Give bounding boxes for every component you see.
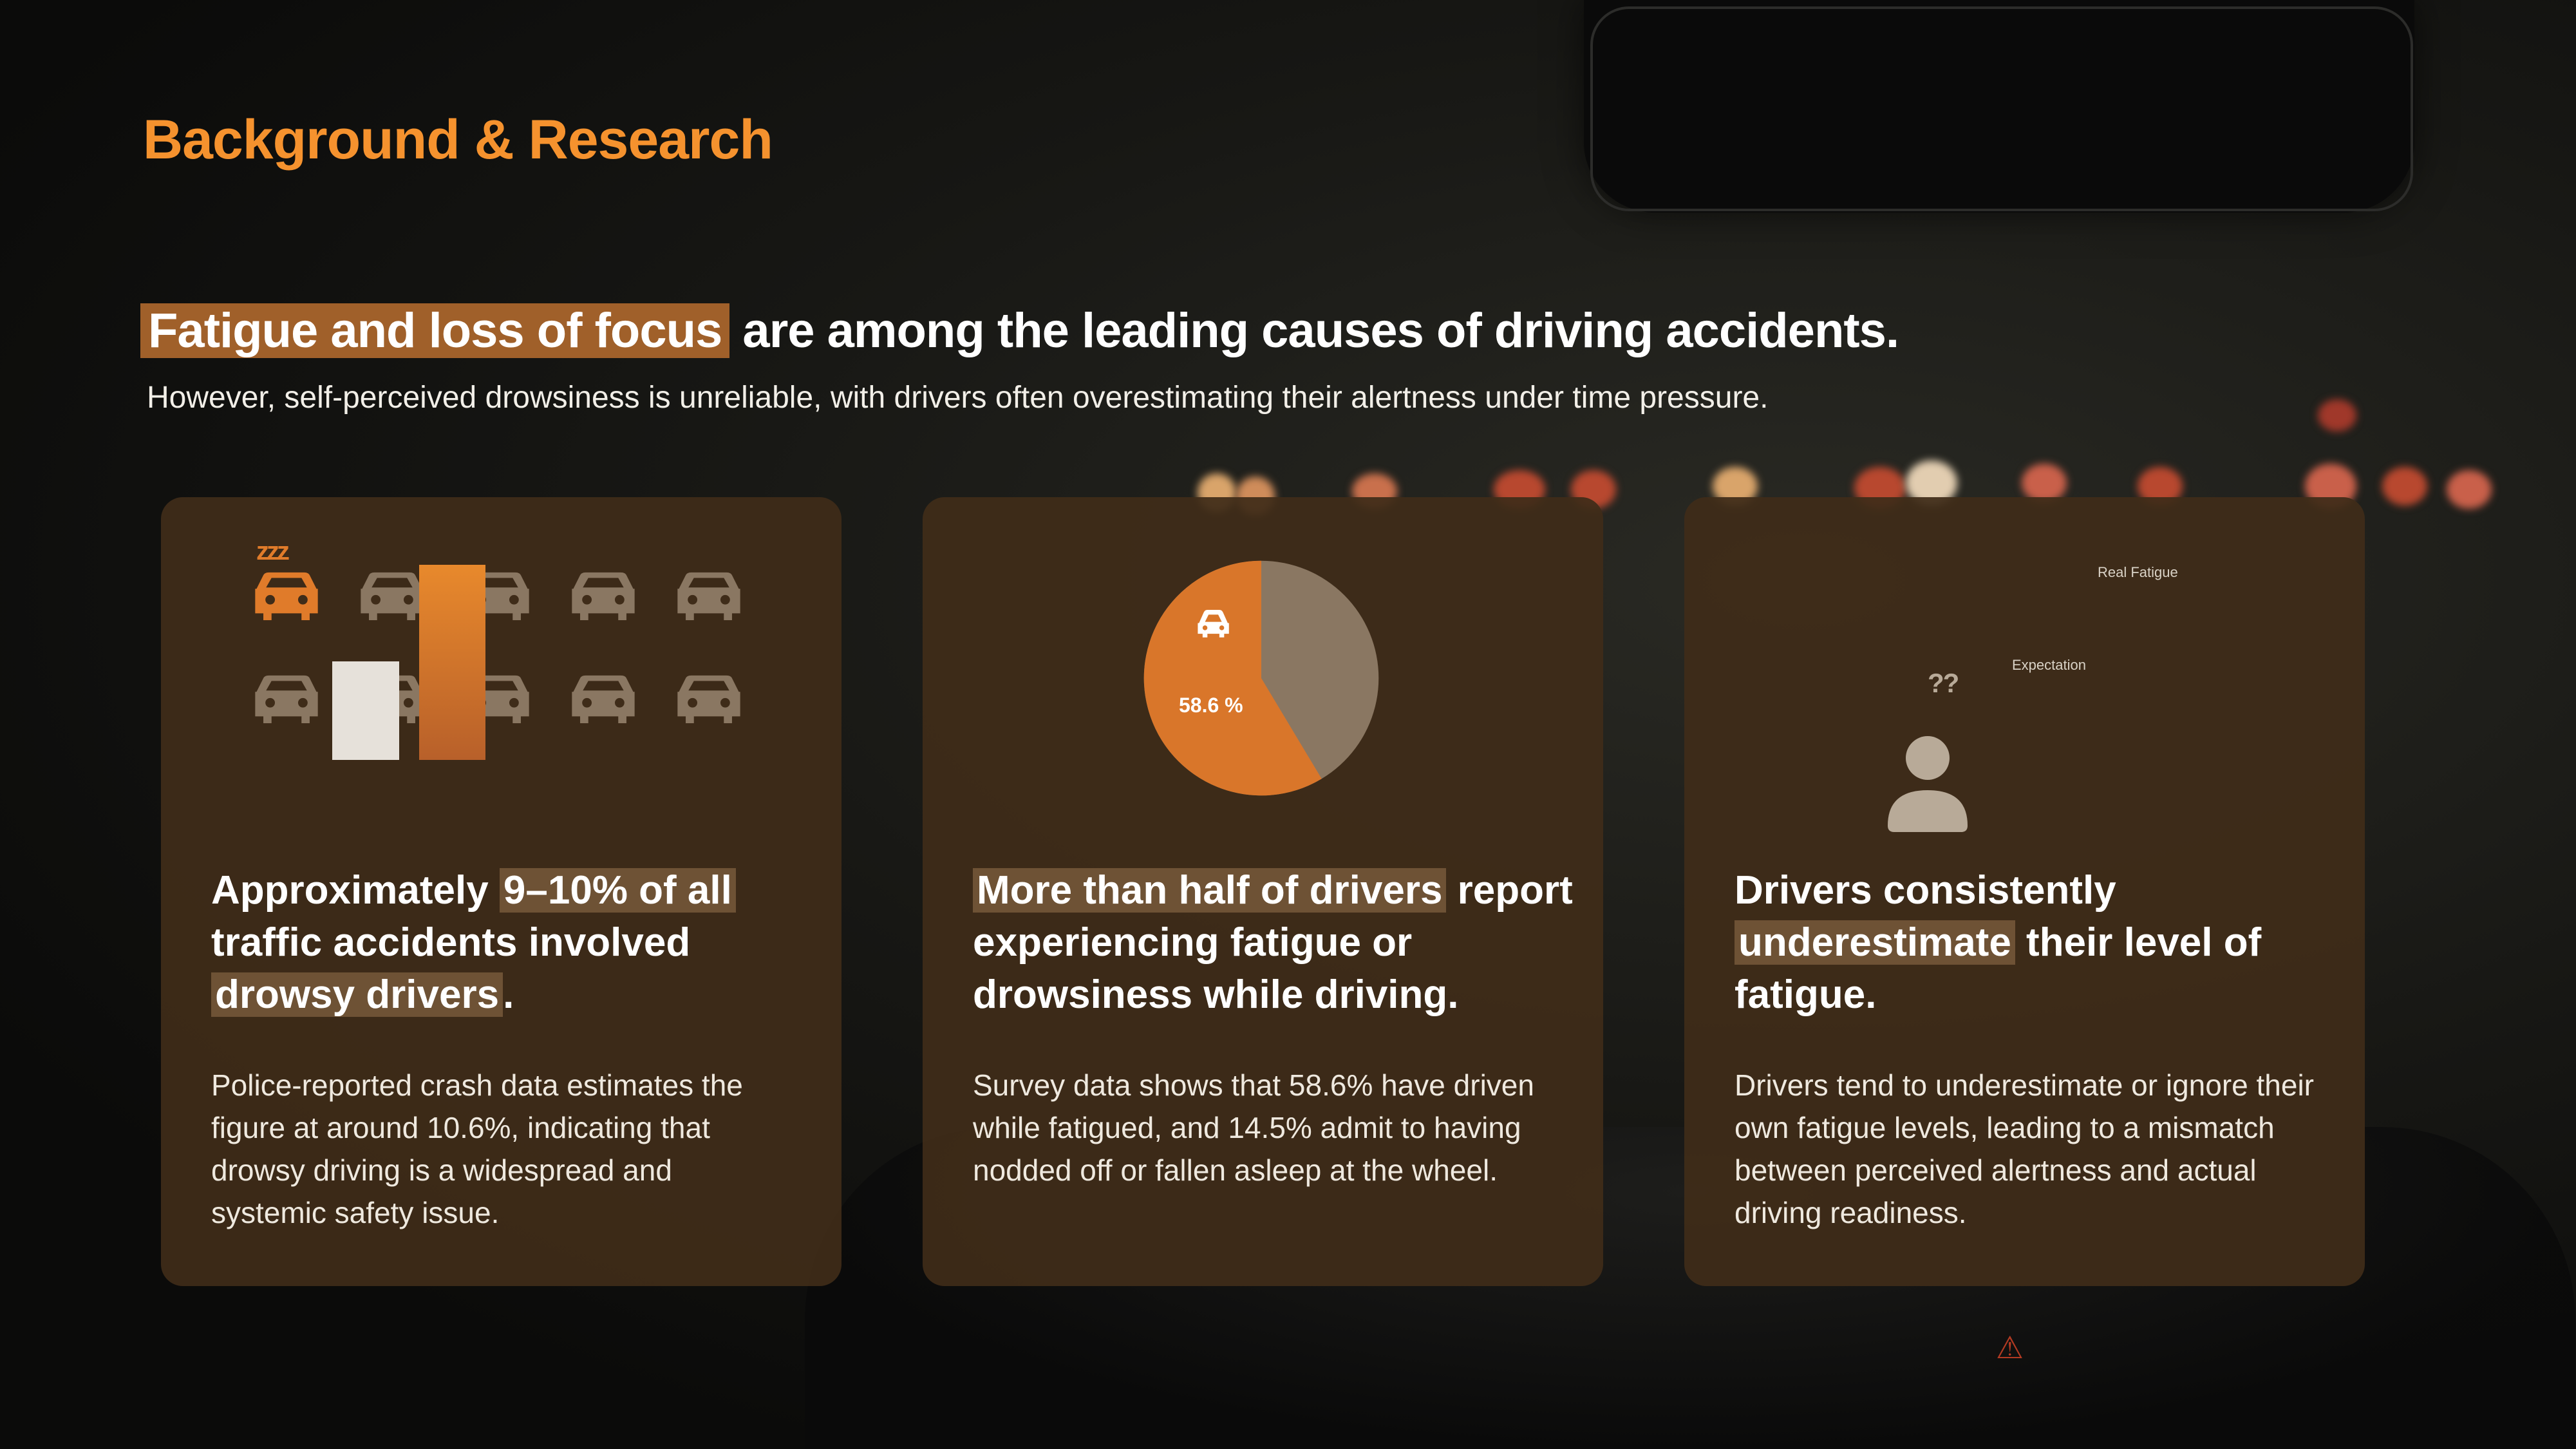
card-title-text: traffic accidents involved (211, 920, 691, 965)
headline (140, 303, 1899, 359)
bokeh-light (2318, 399, 2356, 431)
question-marks: ?? (1928, 668, 1959, 698)
pie-value-label: 58.6 % (1179, 694, 1243, 717)
bar-label-real-fatigue: Real Fatigue (2098, 564, 2178, 580)
subheadline: However, self-perceived drowsiness is unreliable, with drivers often overestimating their alertness under time pressure. (147, 381, 1769, 415)
bar-label-expectation: Expectation (2012, 657, 2086, 673)
car-icon (673, 568, 744, 632)
rearview-mirror-frame (1590, 6, 2413, 211)
car-icon (357, 568, 428, 632)
person-icon (1883, 729, 1973, 832)
card-title-text: report experiencing fatigue or drowsiness while driving. (973, 868, 1573, 1017)
card-title (1735, 864, 2353, 1021)
bar-expectation (332, 661, 399, 760)
zzz-icon: zzz (256, 537, 287, 565)
card-title-text: their level of fatigue. (1735, 920, 2262, 1017)
bokeh-light (2022, 464, 2067, 502)
card-body: Drivers tend to underestimate or ignore their own fatigue levels, leading to a mismatch between perceived alertness and actual driving readiness. (1735, 1068, 2314, 1229)
headline-rest: are among the leading causes of driving accidents. (729, 303, 1899, 358)
card-title-text: . (503, 972, 514, 1017)
card-title-highlight: underestimate (1735, 920, 2015, 965)
card-title (973, 864, 1591, 1021)
card-title (211, 864, 829, 1021)
bokeh-light (2447, 470, 2492, 509)
drowsy-car-icon (251, 537, 322, 632)
card-title-highlight: drowsy drivers (211, 972, 503, 1017)
card-title-highlight: 9–10% of all (500, 868, 736, 913)
card-title-text: Approximately (211, 868, 500, 913)
card-body: Police-reported crash data estimates the figure at around 10.6%, indicating that drowsy driving is a widespread and systemic safety issue. (211, 1068, 743, 1229)
bokeh-light (2382, 467, 2427, 506)
car-icon-grid (251, 537, 760, 755)
card-title-highlight: More than half of drivers (973, 868, 1446, 913)
card-body: Survey data shows that 58.6% have driven while fatigued, and 14.5% admit to having nodded off or fallen asleep at the wheel. (973, 1068, 1534, 1187)
pie-chart (1142, 558, 1381, 798)
car-icon (568, 568, 639, 632)
bar-real-fatigue (419, 565, 485, 760)
card-accident-share (161, 497, 841, 1286)
card-title-text: Drivers consistently (1735, 868, 2116, 913)
car-icon (568, 671, 639, 735)
hazard-icon: ⚠ (1996, 1331, 2024, 1365)
car-icon (673, 671, 744, 735)
page-title: Background & Research (143, 109, 773, 171)
headline-highlight: Fatigue and loss of focus (140, 303, 729, 358)
card-fatigue-survey (923, 497, 1603, 1286)
car-icon (251, 671, 322, 735)
